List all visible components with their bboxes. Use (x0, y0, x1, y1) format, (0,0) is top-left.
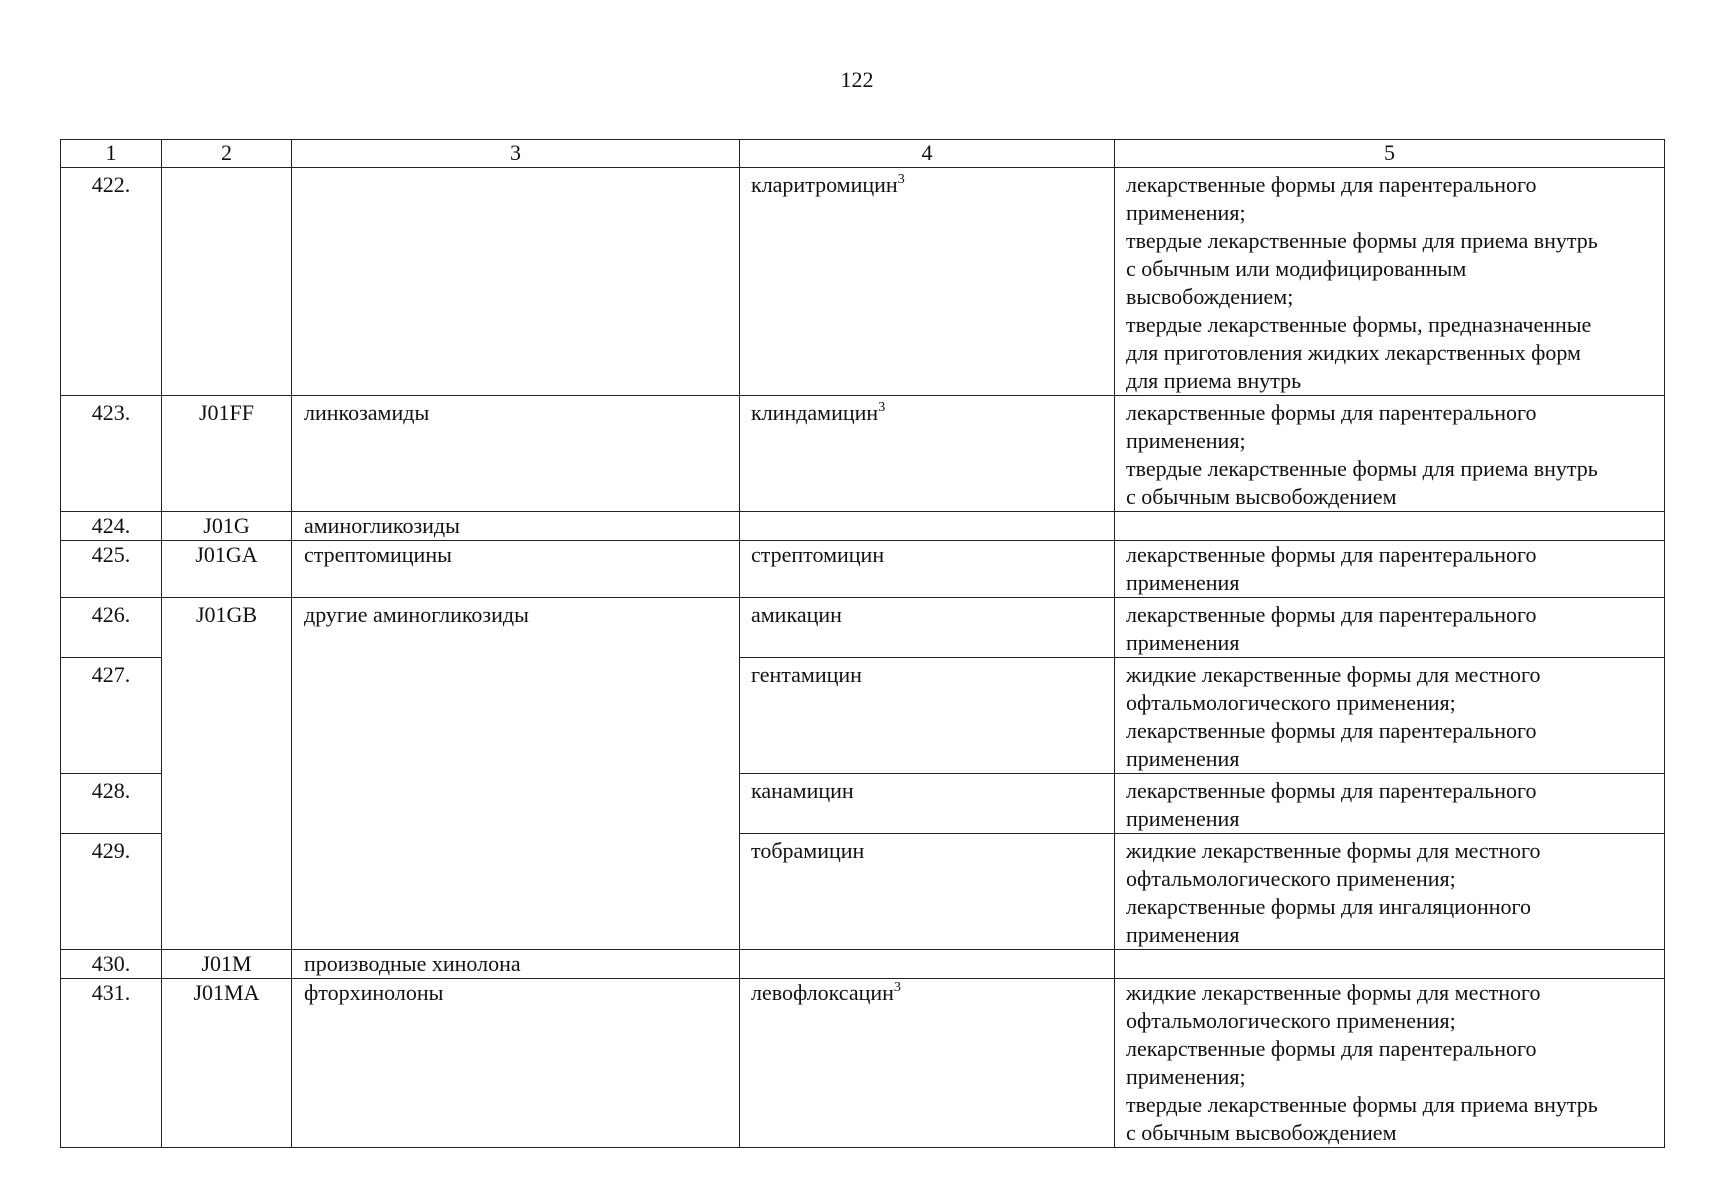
header-col-1: 1 (61, 140, 162, 168)
atc-code: J01MA (162, 979, 292, 1148)
dosage-form-line: твердые лекарственные формы для приема внутрь (1126, 1092, 1598, 1117)
drug-name-cell (740, 541, 1115, 598)
drug-name: кларитромицин (751, 172, 898, 197)
dosage-form-line: жидкие лекарственные формы для местного (1126, 980, 1541, 1005)
drug-name: амикацин (751, 602, 842, 627)
drug-name-cell (740, 774, 1115, 834)
atc-code: J01G (162, 512, 292, 541)
row-number: 429. (61, 834, 162, 950)
table-header-row (61, 140, 1665, 168)
atc-code: J01GB (162, 598, 292, 950)
drug-name: стрептомицин (751, 542, 885, 567)
dosage-form-line: офтальмологического применения; (1126, 1008, 1456, 1033)
dosage-forms (1115, 396, 1665, 512)
group-name (292, 168, 740, 396)
dosage-form-line: для приготовления жидких лекарственных форм (1126, 340, 1581, 365)
page-number: 122 (840, 67, 874, 92)
table-row (61, 979, 1665, 1148)
group-name: фторхинолоны (292, 979, 740, 1148)
header-col-4: 4 (740, 140, 1115, 168)
row-number: 427. (61, 658, 162, 774)
drug-name-cell (740, 168, 1115, 396)
dosage-form-line: лекарственные формы для парентерального (1126, 1036, 1537, 1061)
drug-name: клиндамицин (751, 400, 879, 425)
dosage-forms (1115, 541, 1665, 598)
row-number: 428. (61, 774, 162, 834)
table-row (61, 950, 1665, 979)
dosage-form-line: с обычным высвобождением (1126, 1120, 1397, 1145)
dosage-form-line: применения (1126, 570, 1240, 595)
dosage-form-line: лекарственные формы для парентерального (1126, 602, 1537, 627)
footnote-mark: 3 (897, 172, 905, 187)
atc-code (162, 168, 292, 396)
dosage-form-line: лекарственные формы для парентерального (1126, 172, 1537, 197)
drug-name-cell (740, 396, 1115, 512)
dosage-forms (1115, 598, 1665, 658)
dosage-form-line: применения (1126, 922, 1240, 947)
dosage-form-line: лекарственные формы для парентерального (1126, 718, 1537, 743)
atc-code: J01FF (162, 396, 292, 512)
dosage-form-line: лекарственные формы для парентерального (1126, 400, 1537, 425)
group-name: аминогликозиды (292, 512, 740, 541)
dosage-forms (1115, 512, 1665, 541)
atc-code: J01GA (162, 541, 292, 598)
drug-name-cell (740, 512, 1115, 541)
drug-table (60, 139, 1665, 1148)
dosage-form-line: офтальмологического применения; (1126, 690, 1456, 715)
footnote-mark: 3 (893, 980, 901, 995)
dosage-form-line: жидкие лекарственные формы для местного (1126, 838, 1541, 863)
dosage-forms (1115, 774, 1665, 834)
atc-code: J01M (162, 950, 292, 979)
header-col-3: 3 (292, 140, 740, 168)
drug-name-cell (740, 950, 1115, 979)
dosage-form-line: лекарственные формы для парентерального (1126, 778, 1537, 803)
table-row (61, 396, 1665, 512)
group-name: линкозамиды (292, 396, 740, 512)
row-number: 423. (61, 396, 162, 512)
dosage-form-line: с обычным высвобождением (1126, 484, 1397, 509)
footnote-mark: 3 (878, 400, 886, 415)
dosage-form-line: для приема внутрь (1126, 368, 1302, 393)
dosage-form-line: применения (1126, 746, 1240, 771)
dosage-forms (1115, 834, 1665, 950)
drug-name-cell (740, 979, 1115, 1148)
group-name: стрептомицины (292, 541, 740, 598)
dosage-forms (1115, 658, 1665, 774)
drug-name: тобрамицин (751, 838, 865, 863)
drug-name: гентамицин (751, 662, 862, 687)
dosage-form-line: жидкие лекарственные формы для местного (1126, 662, 1541, 687)
dosage-form-line: твердые лекарственные формы, предназначенные (1126, 312, 1592, 337)
dosage-form-line: высвобождением; (1126, 284, 1294, 309)
dosage-forms (1115, 950, 1665, 979)
dosage-form-line: применения (1126, 630, 1240, 655)
row-number: 430. (61, 950, 162, 979)
table-row (61, 541, 1665, 598)
header-col-5: 5 (1115, 140, 1665, 168)
table-row (61, 512, 1665, 541)
row-number: 424. (61, 512, 162, 541)
drug-name: левофлоксацин (751, 980, 894, 1005)
header-col-2: 2 (162, 140, 292, 168)
row-number: 425. (61, 541, 162, 598)
dosage-form-line: применения; (1126, 428, 1246, 453)
dosage-form-line: твердые лекарственные формы для приема внутрь (1126, 456, 1598, 481)
group-name: другие аминогликозиды (292, 598, 740, 950)
dosage-form-line: с обычным или модифицированным (1126, 256, 1467, 281)
group-name: производные хинолона (292, 950, 740, 979)
dosage-forms (1115, 979, 1665, 1148)
row-number: 422. (61, 168, 162, 396)
dosage-form-line: применения; (1126, 1064, 1246, 1089)
drug-name-cell (740, 658, 1115, 774)
row-number: 431. (61, 979, 162, 1148)
row-number: 426. (61, 598, 162, 658)
drug-name: канамицин (751, 778, 854, 803)
dosage-form-line: применения (1126, 806, 1240, 831)
drug-name-cell (740, 598, 1115, 658)
drug-name-cell (740, 834, 1115, 950)
dosage-form-line: применения; (1126, 200, 1246, 225)
table-row (61, 598, 1665, 658)
dosage-form-line: лекарственные формы для парентерального (1126, 542, 1537, 567)
dosage-forms (1115, 168, 1665, 396)
dosage-form-line: лекарственные формы для ингаляционного (1126, 894, 1531, 919)
dosage-form-line: офтальмологического применения; (1126, 866, 1456, 891)
table-row (61, 168, 1665, 396)
dosage-form-line: твердые лекарственные формы для приема внутрь (1126, 228, 1598, 253)
